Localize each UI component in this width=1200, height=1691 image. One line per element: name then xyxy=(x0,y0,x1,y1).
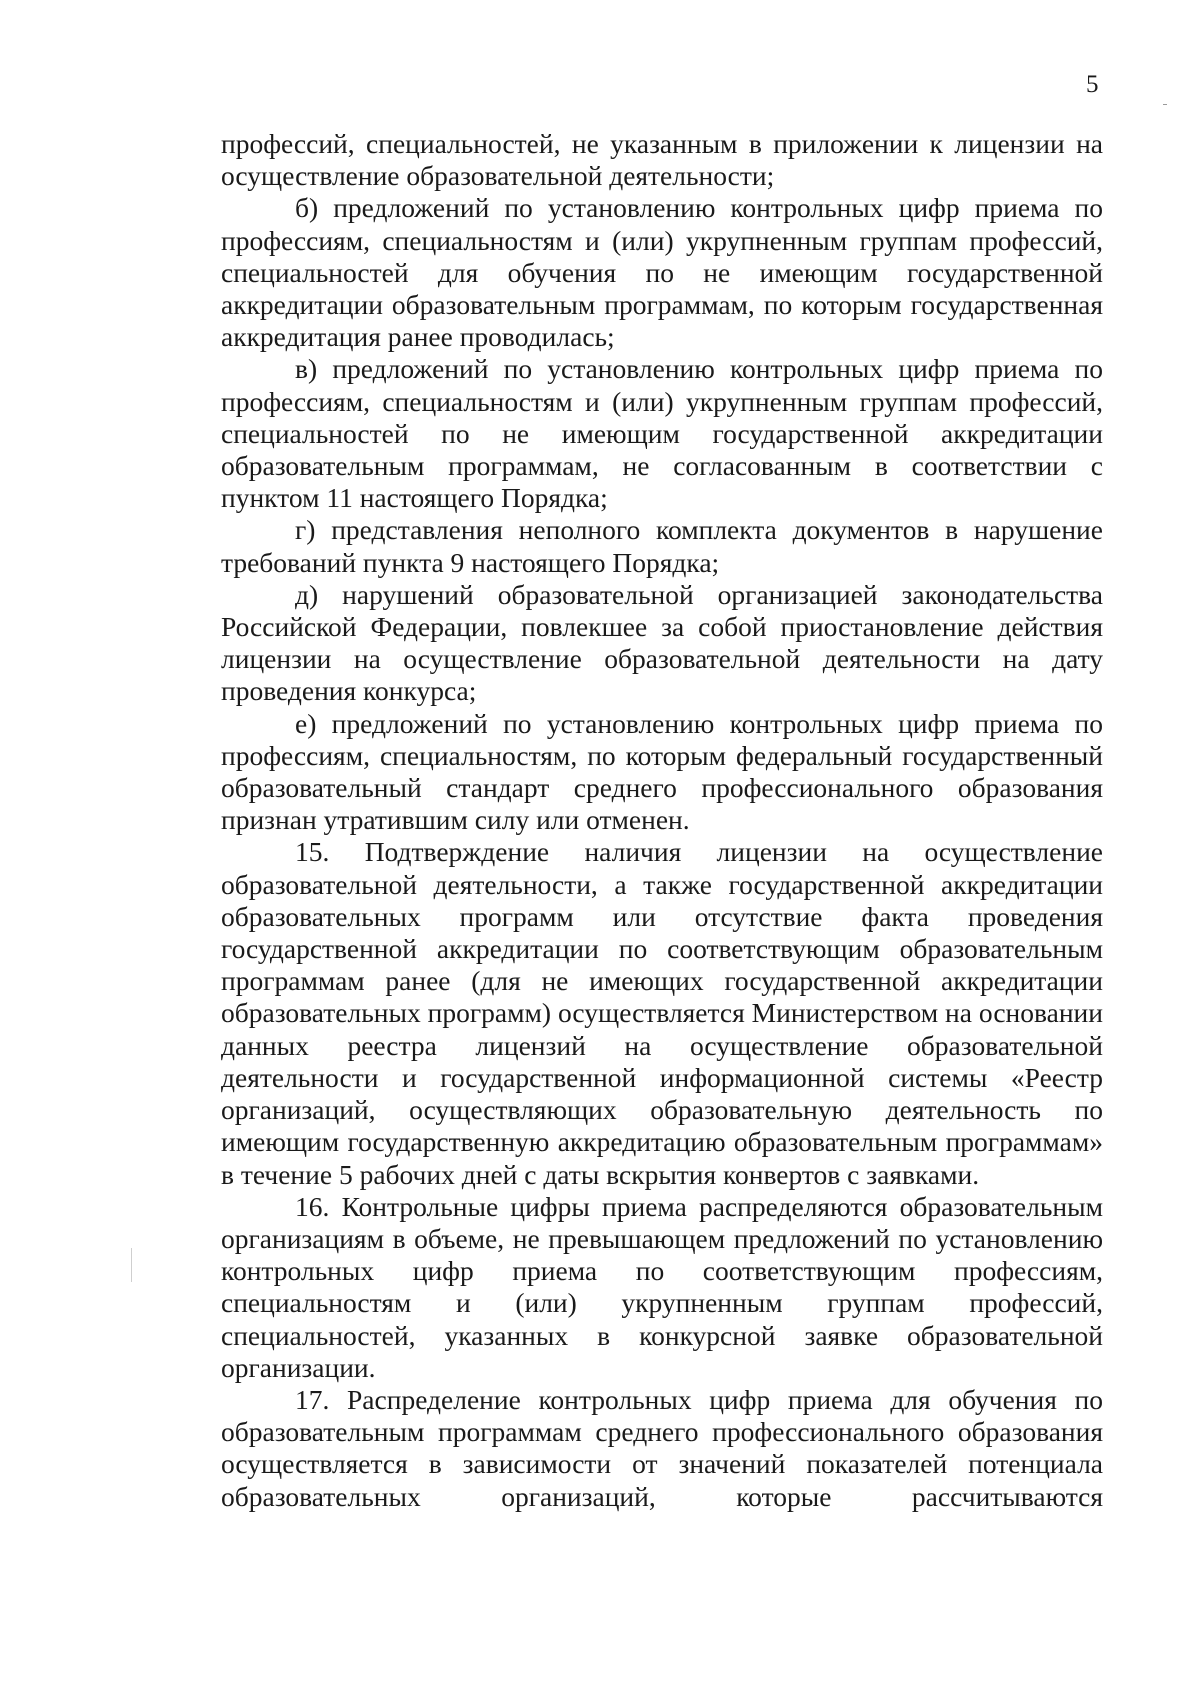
scan-speck xyxy=(131,1248,132,1282)
paragraph-item-g: г) представления неполного комплекта документов в нарушение требований пункта 9 настоящего Порядка; xyxy=(221,514,1103,578)
page-number: 5 xyxy=(1086,71,1099,98)
paragraph-item-v: в) предложений по установлению контрольных цифр приема по профессиям, специальностям и (или) укрупненным группам профессий, специальностей по не имеющим государственной аккредитации образовательным программам, не согласованным в соответствии с пунктом 11 настоящего Порядка; xyxy=(221,353,1103,514)
scan-speck xyxy=(1163,104,1167,105)
paragraph-item-e: е) предложений по установлению контрольных цифр приема по профессиям, специальностям, по которым федеральный государственный образовательный стандарт среднего профессионального образования признан утратившим силу или отменен. xyxy=(221,707,1103,836)
paragraph-clause-16: 16. Контрольные цифры приема распределяются образовательным организациям в объеме, не превышающем предложений по установлению контрольных цифр приема по соответствующим профессиям, специальностям и (или) укрупненным группам профессий, специальностей, указанных в конкурсной заявке образовательной организации. xyxy=(221,1190,1103,1383)
paragraph-clause-15: 15. Подтверждение наличия лицензии на осуществление образовательной деятельности, а также государственной аккредитации образовательных программ или отсутствие факта проведения государственной аккредитации по соответствующим образовательным программам ранее (для не имеющих государственной аккредитации образовательных программ) осуществляется Министерством на основании данных реестра лицензий на осуществление образовательной деятельности и государственной информационной системы «Реестр организаций, осуществляющих образовательную деятельность по имеющим государственную аккредитацию образовательным программам» в течение 5 рабочих дней с даты вскрытия конвертов с заявками. xyxy=(221,836,1103,1190)
paragraph-item-d: д) нарушений образовательной организацией законодательства Российской Федерации, повлекшее за собой приостановление действия лицензии на осуществление образовательной деятельности на дату проведения конкурса; xyxy=(221,578,1103,707)
paragraph-item-b: б) предложений по установлению контрольных цифр приема по профессиям, специальностям и (или) укрупненным группам профессий, специальностей для обучения по не имеющим государственной аккредитации образовательным программам, по которым государственная аккредитация ранее проводилась; xyxy=(221,192,1103,353)
paragraph-clause-17: 17. Распределение контрольных цифр приема для обучения по образовательным программам среднего профессионального образования осуществляется в зависимости от значений показателей потенциала образовательных организаций, которые рассчитываются xyxy=(221,1383,1103,1512)
document-body xyxy=(221,128,1103,1513)
paragraph-continuation: профессий, специальностей, не указанным в приложении к лицензии на осуществление образовательной деятельности; xyxy=(221,128,1103,192)
